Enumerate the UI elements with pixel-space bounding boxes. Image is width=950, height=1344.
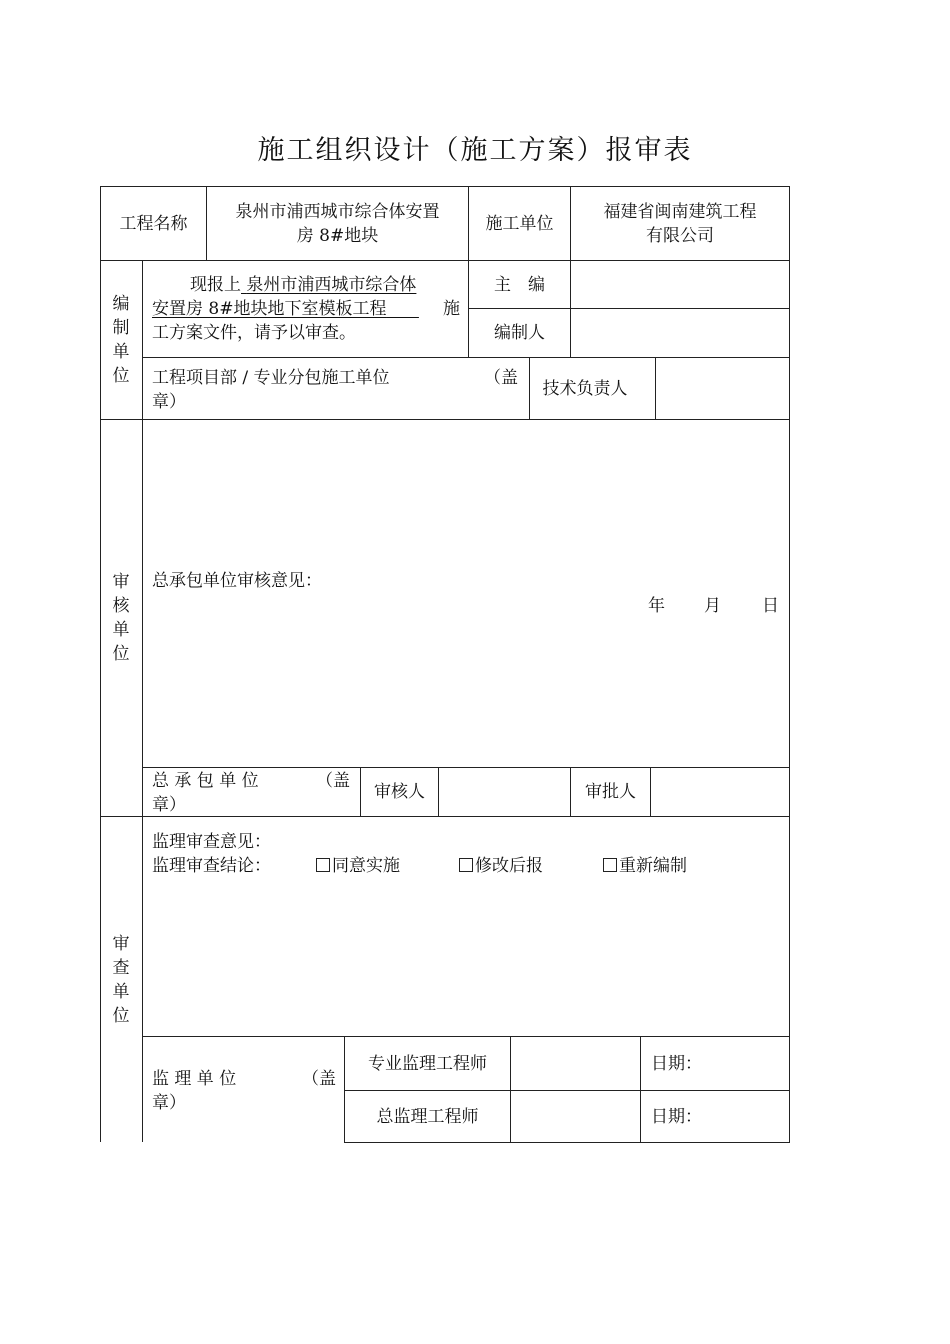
review-unit-label: 审 核 单 位 xyxy=(112,572,130,664)
col-divider xyxy=(142,260,143,1142)
project-name-label: 工程名称 xyxy=(119,214,188,234)
project-dept-stamp-line2: 章） xyxy=(152,392,186,412)
supervision-unit-label-text: 监 理 单 位 xyxy=(152,1069,237,1089)
contractor-value-line2: 有限公司 xyxy=(646,226,714,246)
chief-engineer-label: 总监理工程师 xyxy=(376,1107,479,1127)
date-day: 日 xyxy=(762,596,779,616)
col-divider xyxy=(510,1036,511,1142)
table-border-top xyxy=(100,186,790,187)
general-contractor-stamp-line2: 章） xyxy=(152,795,186,815)
chief-editor-label: 主 编 xyxy=(494,275,545,295)
tech-lead-label: 技术负责人 xyxy=(542,379,628,399)
contractor-value: 福建省闽南建筑工程 xyxy=(603,202,757,222)
row-divider xyxy=(142,357,790,358)
supervision-unit-label: 审 查 单 位 xyxy=(112,934,130,1026)
col-divider xyxy=(650,767,651,816)
col-divider xyxy=(655,357,656,419)
project-dept-label: 工程项目部 / 专业分包施工单位 xyxy=(152,368,390,388)
supervision-opinion: 监理审查意见： xyxy=(152,832,271,852)
col-divider xyxy=(438,767,439,816)
option-approve[interactable]: 同意实施 xyxy=(316,854,400,878)
option-revise[interactable]: 修改后报 xyxy=(459,854,543,878)
supervision-stamp: （盖 xyxy=(302,1069,336,1089)
row-divider xyxy=(142,767,790,768)
contractor-label: 施工单位 xyxy=(485,214,554,234)
row-divider xyxy=(142,1036,790,1037)
editor-label: 编制人 xyxy=(494,323,545,343)
option-redo[interactable]: 重新编制 xyxy=(603,854,687,878)
general-contractor-unit-label: 总 承 包 单 位 xyxy=(152,771,259,791)
project-name-value: 泉州市浦西城市综合体安置 xyxy=(235,202,440,222)
submission-statement: 现报上 泉州市浦西城市综合体 xyxy=(190,275,417,295)
date-month: 月 xyxy=(704,596,721,616)
supervision-conclusion: 监理审查结论： xyxy=(152,856,271,876)
row-divider xyxy=(100,816,790,817)
date-year: 年 xyxy=(648,596,665,616)
general-contractor-stamp: （盖 xyxy=(316,771,350,791)
page-title: 施工组织设计（施工方案）报审表 xyxy=(257,135,693,166)
checkbox-icon[interactable] xyxy=(603,858,617,872)
specialist-engineer-label: 专业监理工程师 xyxy=(368,1054,487,1074)
table-border-bottom xyxy=(344,1142,790,1143)
supervision-stamp-line2: 章） xyxy=(152,1093,186,1113)
compile-unit-label: 编 制 单 位 xyxy=(112,294,130,386)
checkbox-icon[interactable] xyxy=(316,858,330,872)
submission-statement-line2: 安置房 8#地块地下室模板工程 施 xyxy=(152,299,460,319)
reviewer-label: 审核人 xyxy=(374,782,425,802)
row-divider xyxy=(344,1090,790,1091)
row-divider xyxy=(468,308,790,309)
submission-statement-line3: 工方案文件，请予以审查。 xyxy=(152,323,356,343)
row-divider xyxy=(100,260,790,261)
project-dept-stamp: （盖 xyxy=(484,368,518,388)
row-divider xyxy=(100,419,790,420)
approver-label: 审批人 xyxy=(585,782,636,802)
date-label: 日期： xyxy=(651,1054,702,1074)
date-label: 日期： xyxy=(651,1107,702,1127)
project-name-value-line2: 房 8#地块 xyxy=(296,226,379,246)
checkbox-icon[interactable] xyxy=(459,858,473,872)
col-divider xyxy=(640,1036,641,1142)
general-contractor-opinion: 总承包单位审核意见： xyxy=(152,571,322,591)
table-border-right xyxy=(789,186,790,1143)
